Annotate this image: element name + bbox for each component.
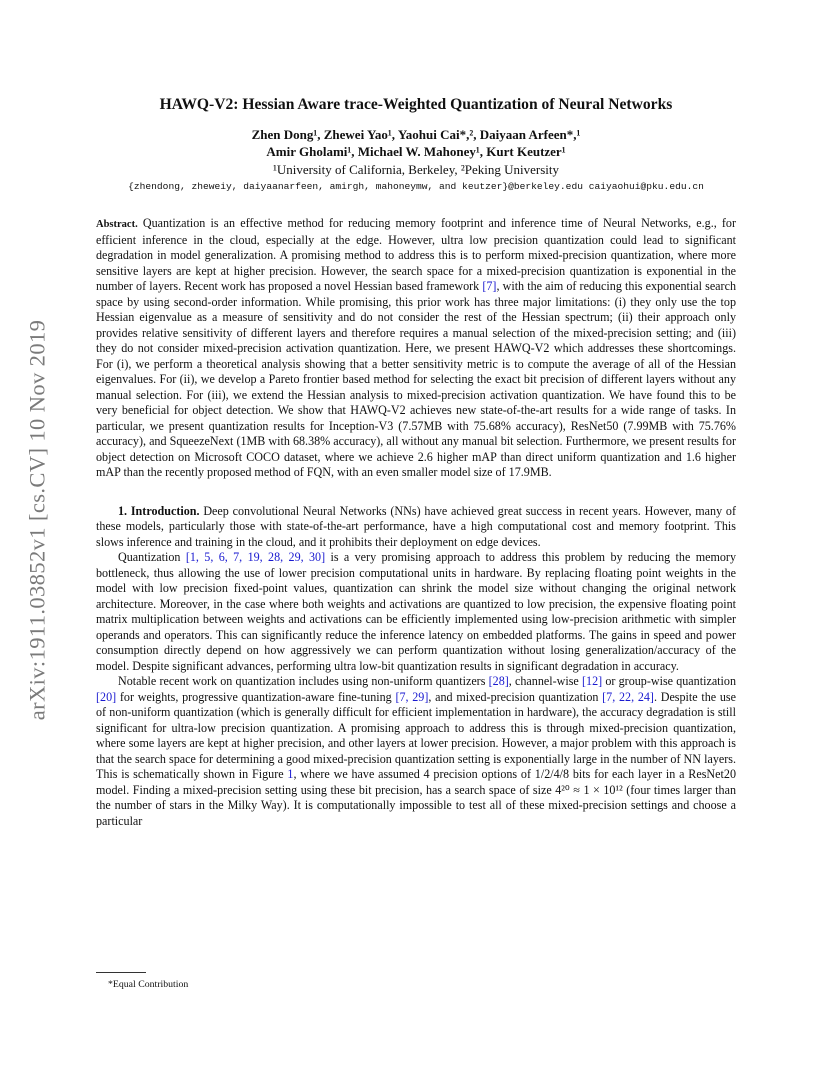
citation-link[interactable]: [7, 29]: [395, 689, 429, 704]
intro-p3-text: Notable recent work on quantization includes using non-uniform quantizers: [118, 674, 489, 688]
intro-paragraph-1: [96, 504, 736, 551]
author-emails: {zhendong, zheweiy, daiyaanarfeen, amirgh, mahoneymw, and keutzer}@berkeley.edu caiyaohui@pku.edu.cn: [128, 181, 704, 192]
abstract: [96, 216, 736, 481]
abstract-label: Abstract.: [96, 219, 138, 230]
citation-link[interactable]: [12]: [582, 674, 603, 688]
abstract-text-2: , with the aim of reducing this exponential search space by using second-order information. While promising, this prior work has three major limitations: (i) they only use the top Hessian eigenvalue as a measure of sensitivity and do not consider the rest of the Hessian spectrum; (ii) their approach only provides relative sensitivity of different layers and therefore requires a manual selection of the mixed-precision setting; and (iii) they do not consider mixed-precision activation quantization. Here, we present HAWQ-V2 which addresses these shortcomings. For (i), we perform a theoretical analysis showing that a better sensitivity metric is to compute the average of all of the Hessian eigenvalues. For (ii), we develop a Pareto frontier based method for selecting the exact bit precision of different layers without any manual selection. For (iii), we extend the Hessian analysis to mixed-precision activation quantization. We have found this to be very beneficial for object detection. We show that HAWQ-V2 achieves new state-of-the-art results for a wide range of tasks. In particular, we present quantization results for Inception-V3 (7.57MB with 75.68% accuracy), ResNet50 (7.99MB with 75.76% accuracy), and SqueezeNext (1MB with 68.38% accuracy), all without any manual bit selection. Furthermore, we present results for object detection on Microsoft COCO dataset, where we achieve 2.6 higher mAP than direct uniform quantization and 1.6 higher mAP than the recently proposed method of FQN, with an even smaller model size of 17.9MB.: [96, 279, 736, 479]
intro-p3-text: , and mixed-precision quantization: [428, 689, 603, 704]
paper-page: [96, 96, 736, 829]
citation-link[interactable]: [1, 5, 6, 7, 19, 28, 29, 30]: [185, 550, 326, 564]
authors-line-1: Zhen Dong¹, Zhewei Yao¹, Yaohui Cai*,², Daiyaan Arfeen*,¹: [251, 127, 581, 142]
intro-p3-text: for weights, progressive quantization-aware fine-tuning: [116, 689, 396, 704]
arxiv-sidebar: [22, 275, 52, 765]
footnote: [96, 972, 736, 990]
footnote-rule: [96, 972, 146, 973]
paper-title: HAWQ-V2: Hessian Aware trace-Weighted Quantization of Neural Networks: [159, 96, 673, 113]
section-heading: 1. Introduction.: [118, 503, 200, 518]
authors-line-2: Amir Gholami¹, Michael W. Mahoney¹, Kurt Keutzer¹: [266, 144, 566, 159]
intro-p3-text: . Despite the use of non-uniform quantization (which is generally difficult for efficient implementation in hardware), the accuracy degradation is still significant for ultra-low precision quantization. A promising approach to address this is through mixed-precision quantization, where some layers are kept at higher precision, and other layers at lower precision. However, a major problem with this approach is that the search space for determining a good mixed-precision quantization setting is exponentially large in the number of NN layers. This is schematically shown in Figure: [96, 689, 736, 781]
intro-paragraph-3: [96, 674, 736, 829]
citation-link[interactable]: [7]: [482, 279, 497, 293]
intro-p2-text-b: is a very promising approach to address this problem by reducing the memory bottleneck, thus allowing the use of lower precision computational units in hardware. By replacing floating point weights in the model with low precision fixed-point values, quantization can shrink the model size without changing the original network architecture. Moreover, in the case where both weights and activations are quantized to low precision, the expensive floating point matrix multiplication between weights and activations can be efficiently implemented using low-precision arithmetic with simpler operands and operators. This can significantly reduce the inference latency on embedded platforms. The gains in speed and power consumption directly depend on how aggressively we can perform quantization without losing generalization/accuracy of the model. Despite significant advances, performing ultra low-bit quantization results in significant degradation in accuracy.: [96, 550, 736, 673]
abstract-text-1: Quantization is an effective method for reducing memory footprint and inference time of Neural Networks, e.g., for efficient inference in the cloud, especially at the edge. However, ultra low precision quantization could lead to significant degradation in model generalization. A promising method to address this is to perform mixed-precision quantization, where more sensitive layers are kept at higher precision. However, the search space for a mixed-precision quantization is exponential in the number of layers. Recent work has proposed a novel Hessian based framework: [96, 216, 736, 293]
introduction-section: [96, 504, 736, 830]
arxiv-identifier: arXiv:1911.03852v1 [cs.CV] 10 Nov 2019: [24, 319, 49, 721]
intro-p3-text: , channel-wise: [508, 674, 582, 688]
citation-link[interactable]: [7, 22, 24]: [602, 689, 654, 704]
intro-paragraph-2: [96, 550, 736, 674]
figure-reference-link[interactable]: 1: [287, 767, 294, 781]
footnote-text: *Equal Contribution: [108, 979, 189, 990]
intro-p3-text: or group-wise quantization: [602, 674, 736, 688]
citation-link[interactable]: [28]: [488, 674, 509, 688]
intro-p2-text-a: Quantization: [118, 550, 186, 564]
intro-p1-text: Deep convolutional Neural Networks (NNs) have achieved great success in recent years. However, many of these models, particularly those with state-of-the-art performance, have a high computational cost and memory footprint. This slows inference and training in the cloud, and it prohibits their deployment on edge devices.: [96, 503, 736, 549]
intro-p3-text: , where we have assumed 4 precision options of 1/2/4/8 bits for each layer in a ResNet20 model. Finding a mixed-precision setting using these bit precision, has a search space of size 4²⁰ ≈ 1 × 10¹² (four times larger than the number of stars in the Milky Way). It is computationally impossible to test all of these mixed-precision settings and choose a particular: [96, 767, 736, 828]
citation-link[interactable]: [20]: [96, 689, 117, 704]
affiliations: ¹University of California, Berkeley, ²Peking University: [272, 162, 560, 177]
